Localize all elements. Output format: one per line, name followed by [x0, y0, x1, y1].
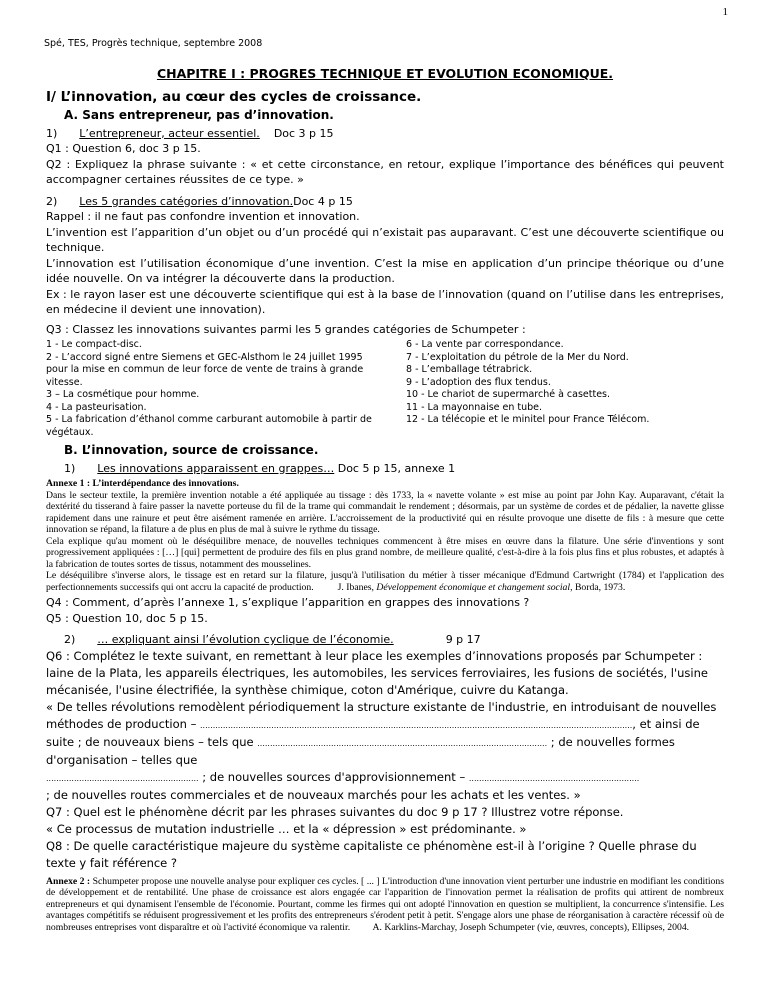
list-item: 9 - L’adoption des flux tendus.: [406, 376, 551, 388]
list-item: 12 - La télécopie et le minitel pour France Télécom.: [406, 414, 650, 425]
annex-1-source: J. Ibanes, Développement économique et changement social, Borda, 1973.: [337, 581, 626, 593]
list-item: 7 - L’exploitation du pétrole de la Mer du Nord.: [406, 351, 629, 363]
innovation-definition: L’innovation est l’utilisation économique d’une invention. C’est la mise en application d’un principe théorique ou d’une idée nouvelle. On va intégrer la découverte dans la production.: [46, 256, 724, 285]
annex-1-paragraph: Cela explique qu'au moment où le déséquilibre menace, de nouvelles techniques commencent à être mises en œuvre dans la filature. Une série d'inventions y sont progressivement appliquées : […] [qui] permettent de produire des fils en plus grand nombre, de meilleure qualité, c'est-à-dire à la fois plus fins et plus robustes, et adaptés à la fabrication de toutes sortes de tissus, notamment des mousselines.: [46, 535, 724, 570]
subsection-b2: 2) … expliquant ainsi l’évolution cyclique de l’économie. 9 p 17: [64, 633, 481, 646]
document-body: [46, 62, 724, 935]
blank-field[interactable]: ...................................................................: [468, 773, 640, 783]
subsection-a2-title: Les 5 grandes catégories d’innovation.: [79, 194, 294, 208]
list-item: 10 - Le chariot de supermarché à casettes.: [406, 389, 611, 400]
annex-2-source: A. Karklins-Marchay, Joseph Schumpeter (vie, œuvres, concepts), Ellipses, 2004.: [372, 921, 690, 933]
innovation-list-right: [406, 339, 724, 439]
blank-field[interactable]: ..........................................................................................................................................................................: [199, 720, 633, 730]
subsection-b1-doc: Doc 5 p 15, annexe 1: [337, 461, 456, 475]
page-number: 1: [722, 6, 728, 18]
question-q6-block: [46, 648, 724, 872]
quote-q7: « Ce processus de mutation industrielle … et la « dépression » est prédominante. »: [46, 821, 527, 836]
list-item: 5 - La fabrication d’éthanol comme carburant automobile à partir de végétaux.: [46, 414, 372, 438]
chapter-title: CHAPITRE I : PROGRES TECHNIQUE ET EVOLUTION ECONOMIQUE.: [156, 66, 614, 81]
list-item: 8 - L’emballage tétrabrick.: [406, 364, 533, 375]
subsection-a1-doc: Doc 3 p 15: [273, 126, 334, 140]
section-b-heading: B. L’innovation, source de croissance.: [64, 443, 319, 457]
subsection-b1: 1) Les innovations apparaissent en grappes… Doc 5 p 15, annexe 1: [64, 461, 456, 475]
list-item: 6 - La vente par correspondance.: [406, 339, 564, 350]
subsection-a1: 1) L’entrepreneur, acteur essentiel. Doc 3 p 15: [46, 126, 334, 140]
invention-definition: L’invention est l’apparition d’un objet ou d’un procédé qui n’existait pas auparavant. C’est une découverte scientifique ou technique.: [46, 225, 724, 254]
annex-1-title: Annexe 1 : L’interdépendance des innovations.: [46, 478, 239, 489]
innovation-list: [46, 339, 724, 439]
subsection-a2: 2) Les 5 grandes catégories d’innovation.Doc 4 p 15: [46, 194, 353, 208]
page-header: Spé, TES, Progrès technique, septembre 2008: [44, 38, 263, 49]
subsection-b2-doc: 9 p 17: [445, 633, 481, 646]
blank-field[interactable]: ............................................................: [46, 773, 199, 783]
question-q3: Q3 : Classez les innovations suivantes parmi les 5 grandes catégories de Schumpeter :: [46, 322, 526, 336]
question-q6: Q6 : Complétez le texte suivant, en remettant à leur place les exemples d’innovations proposés par Schumpeter : laine de la Plata, les appareils électriques, les automobiles, les services ferroviaires, les fusions de sociétés, l'usine mécanisée, l'usine électrifiée, la synthèse chimique, coton d'Amérique, cuivre du Katanga.: [46, 648, 708, 697]
list-item: 11 - La mayonnaise en tube.: [406, 401, 543, 413]
annex-2-title: Annexe 2 :: [46, 875, 91, 887]
subsection-b1-title: Les innovations apparaissent en grappes…: [97, 461, 335, 475]
part-heading: I/ L’innovation, au cœur des cycles de croissance.: [46, 88, 422, 105]
list-item: 4 - La pasteurisation.: [46, 401, 147, 413]
subsection-b2-title: … expliquant ainsi l’évolution cyclique de l’économie.: [97, 633, 394, 646]
question-q5: Q5 : Question 10, doc 5 p 15.: [46, 611, 208, 625]
list-item: 1 - Le compact-disc.: [46, 339, 142, 350]
annex-2: [46, 876, 724, 934]
annex-1: [46, 478, 724, 593]
question-q2: Q2 : Expliquez la phrase suivante : « et cette circonstance, en retour, explique l’importance des bénéfices qui peuvent accompagner certaines réussites de ce type. »: [46, 157, 724, 186]
list-item: 2 - L’accord signé entre Siemens et GEC-Alsthom le 24 juillet 1995 pour la mise en commun de leur force de vente de trains à grande vitesse.: [46, 351, 364, 388]
annex-1-paragraph: Dans le secteur textile, la première invention notable a été appliquée au tissage : dès 1733, la « navette volante » est mise au point par John Kay. Auparavant, c'était la dextérité du tisserand à faire passer la navette porteuse du fil de la trame qui commandait le rendement ; désormais, par un système de cordes et de pédalier, la navette glisse rapidement dans une rainure et peut être aisément ramenée en arrière. L'accroissement de la productivité qui en résulte provoque une disette de fils : à mesure que cette innovation se répand, la filature a de plus en plus de mal à suivre le rythme du tissage.: [46, 489, 724, 535]
question-q4: Q4 : Comment, d’après l’annexe 1, s’explique l’apparition en grappes des innovations ?: [46, 596, 530, 609]
question-q8: Q8 : De quelle caractéristique majeure du système capitaliste ce phénomène est-il à l’origine ? Quelle phrase du texte y fait référence ?: [46, 838, 697, 870]
question-q1: Q1 : Question 6, doc 3 p 15.: [46, 142, 201, 155]
section-a-heading: A. Sans entrepreneur, pas d’innovation.: [64, 108, 334, 122]
innovation-list-left: [46, 339, 376, 439]
example-text: Ex : le rayon laser est une découverte scientifique qui est à la base de l’innovation (quand on l’utilise dans les entreprises, en médecine il devient une innovation).: [46, 287, 724, 316]
blank-field[interactable]: ..................................................................................................................: [257, 738, 548, 748]
rappel-text: Rappel : il ne faut pas confondre invention et innovation.: [46, 210, 360, 223]
question-q7: Q7 : Quel est le phénomène décrit par les phrases suivantes du doc 9 p 17 ? Illustrez votre réponse.: [46, 804, 624, 819]
list-item: 3 – La cosmétique pour homme.: [46, 389, 200, 400]
annex-1-paragraph: Le déséquilibre s'inverse alors, le tissage est en retard sur la filature, jusqu'à l'utilisation du métier à tisser mécanique d'Edmund Cartwright (1784) et l'application des perfectionnements successifs qui ont accru la capacité de production. J. Ibanes, Développement économique et changement social, Borda, 1973.: [46, 570, 724, 593]
fill-in-quote: « De telles révolutions remodèlent périodiquement la structure existante de l'industrie, en introduisant de nouvelles méthodes de production – .........................................................................................................................................................................., et ainsi de suite ; de nouveaux biens – tels que .................................................................................................................. ; de nouvelles formes d'organisation – telles que ............................................................ ; de nouvelles sources d'approvisionnement – ................................................................... ; de nouvelles routes commerciales et de nouveaux marchés pour les achats et les ventes. »: [46, 699, 717, 802]
subsection-a1-title: L’entrepreneur, acteur essentiel.: [79, 126, 260, 140]
subsection-a2-doc: Doc 4 p 15: [293, 194, 353, 208]
annex-2-text: Schumpeter propose une nouvelle analyse pour expliquer ces cycles. [ ... ] L'introduction d'une innovation vient perturber une industrie en modifiant les conditions de développement et de rentabilité. Une phase de croissance est alors engagée car l'apparition de l'innovation permet la réalisation de profits qui attirent de nombreux entrepreneurs et qui dynamisent l'ensemble de l'économie. Pourtant, comme les firmes qui ont adopté l'innovation en question se multiplient, la concurrence s'intensifie. Les avantages compétitifs se réduisent progressivement et les profits des entrepreneurs s'érodent petit à petit. S'engage alors une phase de réorganisation à caractère récessif où de nombreuses entreprises vont disparaître et où l'activité économique va ralentir.: [46, 875, 725, 933]
